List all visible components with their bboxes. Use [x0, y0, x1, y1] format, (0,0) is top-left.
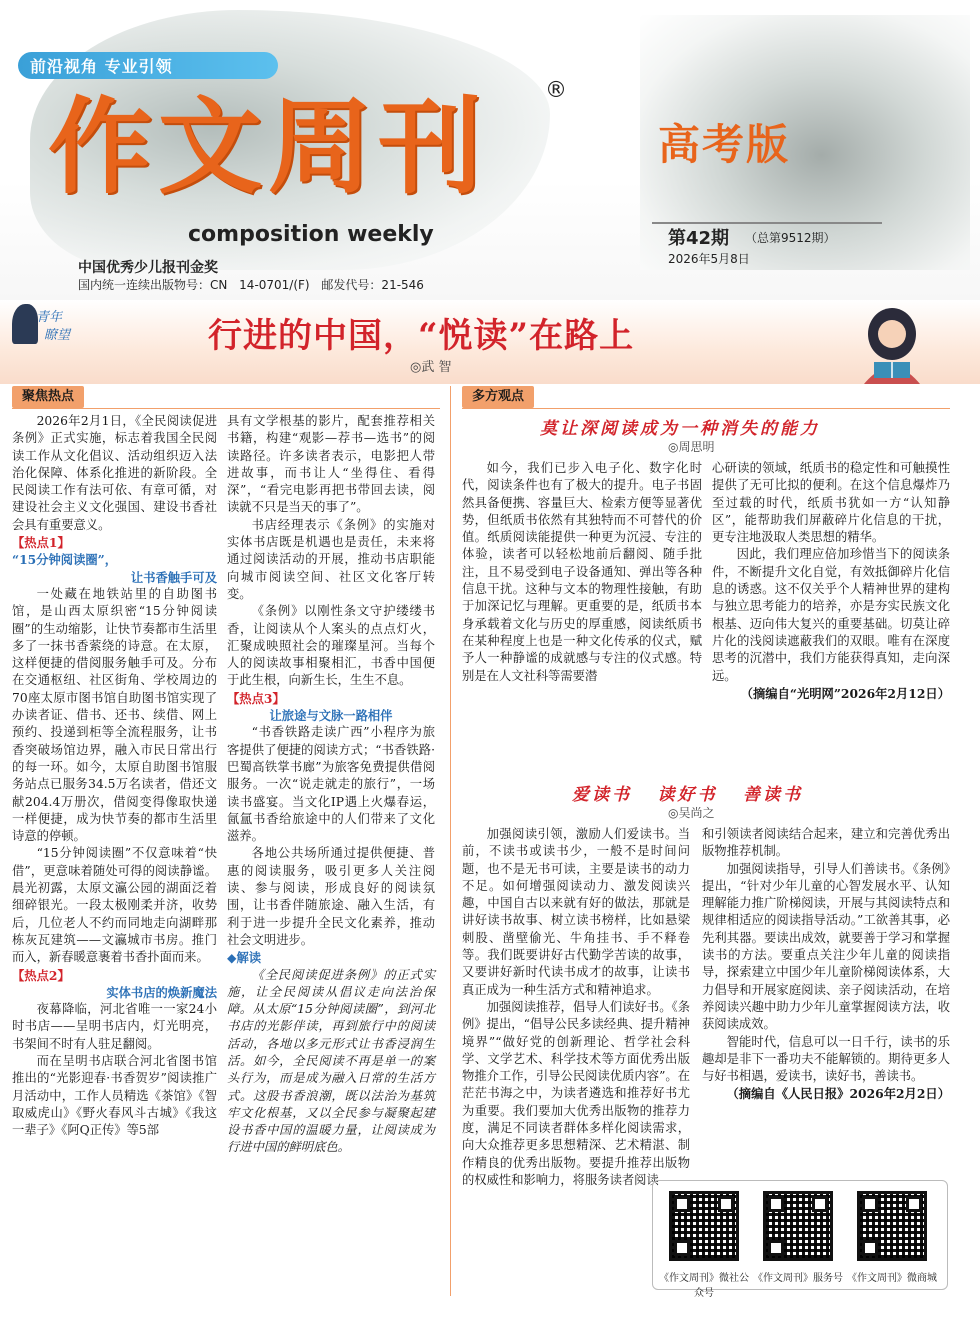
paragraph: 夜幕降临，河北省唯一一家24小时书店——呈明书店内，灯光明亮，书架间不时有人驻足翻阅。 [12, 1002, 217, 1051]
slogan: 前沿视角 专业引领 [18, 52, 278, 79]
paragraph: 智能时代，信息可以一日千行，读书的乐趣却是非下一番功夫不能解锁的。期待更多人与好书相遇，爱读书，读好书，善读书。 [702, 1034, 950, 1084]
section-tab-focus: 聚焦热点 [12, 386, 84, 408]
column-divider [450, 386, 451, 1296]
paragraph: 加强阅读引领，激励人们爱读书。当前，不读书或读书少，一般不是时间问题，也不是无书可读，主要是读书的动力不足。如何增强阅读动力、激发阅读兴趣，中国自古以来就有好的做法，那就是讲好读书故事、树立读书榜样，比如悬梁刺股、凿壁偷光、牛角挂书、手不释卷等。我们既要讲好古代勤学苦读的故事，又要讲好新时代读书成才的故事，让读书真正成为一种生活方式和精神追求。 [462, 827, 690, 997]
paragraph: 各地公共场所通过提供便捷、普惠的阅读服务，吸引更多人关注阅读、参与阅读，形成良好的阅读氛围，让书香伴随旅途、融入生活，有利于进一步提升全民文化素养，推动社会文明进步。 [227, 846, 435, 947]
paragraph: 和引领读者阅读结合起来，建立和完善优秀出版物推荐机制。 [702, 827, 950, 859]
paragraph: 2026年2月1日，《全民阅读促进条例》正式实施，标志着我国全民阅读工作从文化倡议、活动组织迈入法治化保障、体系化推进的新阶段。全民阅读工作有法可依、有章可循，对建设社会主义文化强国、建设书香社会具有重要意义。 [12, 414, 217, 532]
paragraph: 《条例》以刚性条文守护缕缕书香，让阅读从个人案头的点点灯火，汇聚成映照社会的璀璨星河。当每个人的阅读故事相聚相汇，书香中国便于此生根，向新生长，生生不息。 [227, 604, 435, 688]
article2-column-right [702, 826, 950, 1103]
article2-column-left [462, 826, 690, 1189]
subheading: 【热点1】 [12, 535, 70, 551]
subheading: 让旅途与文脉一路相伴 [269, 708, 393, 724]
subheading: “15分钟阅读圈”， [12, 552, 118, 568]
qr-code-panel [652, 1180, 948, 1299]
column-tag-line1: 青年 [36, 310, 63, 325]
subheading: 实体书店的焕新魔法 [106, 984, 217, 1000]
paragraph: 心研读的领域，纸质书的稳定性和可触摸性提供了无可比拟的便利。在这个信息爆炸乃至过载的时代，纸质书犹如一方“认知静区”，能帮助我们屏蔽碎片化信息的干扰，更专注地汲取人类思想的精华。 [712, 461, 950, 545]
qr-code-icon[interactable] [857, 1191, 927, 1261]
section-tab-views: 多方观点 [462, 386, 534, 408]
registered-mark: ® [545, 78, 567, 103]
paragraph: ◆解读 [227, 950, 262, 966]
paragraph: 一处藏在地铁站里的自助图书馆，是山西太原织密“15分钟阅读圈”的生动缩影，让快节奏都市生活里多了一抹书香萦绕的诗意。在太原，这样便捷的借阅服务触手可及。分布在交通枢纽、社区街角、学校周边的70座太原市图书馆自助图书馆实现了办读者证、借书、还书、续借、网上预约、投递到柜等全流程服务，让书香突破场馆边界，融入市民日常出行的每一环。如今，太原自助图书馆服务站点已服务34.5万名读者，借还文献204.4万册次，借阅变得像取快递一样便捷，成为快节奏的都市生活里诗意的停顿。 [12, 586, 217, 844]
article1-column-right [712, 460, 950, 702]
reading-girl-illustration [842, 304, 942, 384]
qr-label: 《作文周刊》服务号 [753, 1273, 843, 1284]
subheading: 【热点2】 [12, 967, 70, 983]
article-column-a [12, 413, 217, 1139]
article2-title-1: 爱读书 [572, 785, 632, 805]
article2-title [572, 780, 803, 805]
article2-title-3: 善读书 [743, 785, 803, 805]
qr-code-icon[interactable] [763, 1191, 833, 1261]
award-text: 中国优秀少儿报刊金奖 [78, 260, 218, 276]
paragraph: 书店经理表示《条例》的实施对实体书店既是机遇也是责任，未来将通过阅读活动的开展，推动书店职能向城市阅读空间、社区文化客厅转变。 [227, 517, 435, 601]
column-tag-line2: 瞭望 [44, 328, 71, 343]
paragraph: 加强阅读指导，引导人们善读书。《条例》提出，“针对少年儿童的心智发展水平、认知理解能力推广阶梯阅读，开展与其阅读特点和规律相适应的阅读指导活动。”工欲善其事，必先利其器。要读出成效，就要善于学习和掌握读书的方法。要重点关注少年儿童的阅读指导，探索建立中国少年儿童阶梯阅读体系，大力倡导和开展家庭阅读、亲子阅读活动，在培养阅读兴趣中助力少年儿童掌握阅读方法，收获阅读成效。 [702, 861, 950, 1032]
article1-column-left [462, 460, 702, 685]
article1-title: 莫让深阅读成为一种消失的能力 [540, 419, 820, 439]
subheading: 让书香触手可及 [130, 569, 217, 585]
brand-english: composition weekly [188, 222, 434, 247]
paragraph: “书香铁路走读广西”小程序为旅客提供了便捷的阅读方式；“书香铁路·巴蜀高铁掌书廊”为旅客免费提供借阅服务。一次“说走就走的旅行”，一场读书盛宴。当文化IP遇上火爆春运，氤氲书香给旅途中的人们带来了文化滋养。 [227, 725, 435, 844]
column-tag [12, 302, 82, 346]
qr-code-icon[interactable] [669, 1191, 739, 1261]
publication-codes: 国内统一连续出版物号：CN 14-0701/(F) 邮发代号：21-546 [78, 278, 424, 292]
head-silhouette-icon [12, 304, 38, 344]
issue-total: （总第9512期） [745, 231, 836, 245]
section-rule-left [12, 408, 440, 409]
article-column-b [227, 413, 435, 1157]
paragraph: 加强阅读推荐，倡导人们读好书。《条例》提出，“倡导公民多读经典、提升精神境界”“做好党的创新理论、哲学社会科学、文学艺术、科学技术等方面优秀出版物推介工作，引导公民阅读优质内容”。在茫茫书海之中，为读者遴选和推荐好书尤为重要。我们要加大优秀出版物的推荐力度，满足不同读者群体多样化阅读需求，向大众推荐更多思想精深、艺术精湛、制作精良的优秀出版物。要提升推荐出版物的权威性和影响力，将服务读者阅读 [462, 999, 690, 1187]
paragraph: 而在呈明书店联合河北省图书馆推出的“光影迎春·书香贺岁”阅读推广月活动中，工作人员精选《茶馆》《智取威虎山》《野火春风斗古城》《我这一辈子》《阿Q正传》等5部 [12, 1053, 217, 1138]
edition-label: 高考版 [658, 120, 791, 169]
source-note: （摘编自《人民日报》2026年2月2日） [726, 1086, 950, 1102]
paragraph: 如今，我们已步入电子化、数字化时代，阅读条件也有了极大的提升。电子书固然具备便携、容量巨大、检索方便等显著优势，但纸质书依然有其独特而不可替代的价值。纸质阅读能提供一种更为沉浸、专注的体验，读者可以轻松地前后翻阅、随手批注，且不易受到电子设备通知、弹出等各种信息干扰。这种与文本的物理性接触，有助于加深记忆与理解。更重要的是，纸质书本身承载着文化与历史的厚重感，阅读纸质书在某种程度上也是一种文化传承的仪式，赋予人一种静谧的成就感与专注的仪式感。特别是在人文社科等需要潜 [462, 461, 702, 683]
main-byline: ◎武 智 [410, 360, 452, 375]
qr-label: 《作文周刊》微商城 [847, 1273, 937, 1284]
qr-label: 《作文周刊》微社公众号 [659, 1273, 749, 1299]
article2-byline: ◎吴尚之 [668, 806, 715, 820]
issue-date: 2026年5月8日 [668, 252, 750, 266]
brand-logo: 作文周刊 [48, 85, 489, 208]
paragraph: 因此，我们理应倍加珍惜当下的阅读条件，不断提升文化自觉，有效抵御碎片化信息的诱惑。这不仅关乎个人精神世界的建构与独立思考能力的培养，亦是夯实民族文化根基、迈向伟大复兴的重要基础。切莫让碎片化的浅阅读遮蔽我们的双眼。唯有在深度思考的沉潜中，我们方能获得真知，走向深远。 [712, 547, 950, 683]
subheading: 【热点3】 [227, 690, 285, 706]
paragraph: 具有文学根基的影片，配套推荐相关书籍，构建“观影—荐书—选书”的阅读路径。许多读者表示，电影把人带进故事，而书让人“坐得住、看得深”，“看完电影再把书带回去读，阅读就不只是当天的事了”。 [227, 414, 435, 515]
main-headline: 行进的中国，“悦读”在路上 [208, 316, 635, 356]
article1-byline: ◎周思明 [668, 440, 715, 454]
paragraph: “15分钟阅读圈”不仅意味着“快借”，更意味着随处可得的阅读静谧。晨光初露，太原文瀛公园的湖面泛着细碎银光。一段太极刚柔并济，收势后，几位老人不约而同地走向湖畔那栋灰瓦建筑——文瀛城市书房。推门而入，新春暖意裹着书香扑面而来。 [12, 846, 217, 965]
source-note: （摘编自“光明网”2026年2月12日） [740, 685, 950, 701]
issue-number: 第42期 [668, 228, 730, 249]
article2-title-2: 读好书 [657, 785, 718, 805]
section-rule-right [462, 408, 950, 409]
paragraph: 《全民阅读促进条例》的正式实施，让全民阅读从倡议走向法治保障。从太原“15分钟阅读圈”，到河北书店的光影伴读，再到旅行中的阅读活动，各地以多元形式让书香浸润生活。如今，全民阅读不再是单一的案头行为，而是成为融入日常的生活方式。这股书香浪潮，既以法治为基筑牢文化根基，又以全民参与凝聚起建设书香中国的温暖力量，让阅读成为行进中国的鲜明底色。 [227, 967, 435, 1155]
